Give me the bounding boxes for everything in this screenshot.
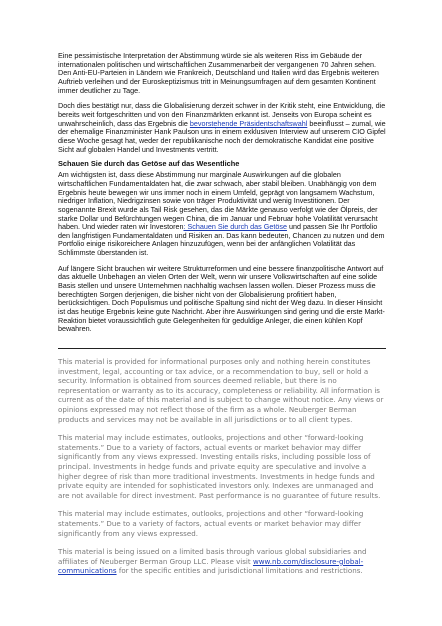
document-page xyxy=(58,52,386,585)
paragraph-globalization xyxy=(58,102,386,154)
paragraph-intro-text: Eine pessimistische Interpretation der Abstimmung würde sie als weiteren Riss im Gebäude der internationalen politischen und wirtschaftlichen Zusammenarbeit der vergangenen 70 Jahren sehen. Den Anti-EU-Parteien in Ländern wie Frankreich, Deutschland und Italien wird das Ergebnis weiteren Auftrieb verleihen und der Euroskeptizismus tritt in Meinungsumfragen auf dem gesamten Kontinent immer deutlicher zu Tage. xyxy=(58,51,379,95)
disclaimer-issuance-text-b: for the specific entities and jurisdictional limitations and restrictions. xyxy=(116,566,363,576)
paragraph-fundamentals-text-a: Am wichtigsten ist, dass diese Abstimmung nur marginale Auswirkungen auf die globalen wirtschaftlichen Fundamentaldaten hat, die zwar schwach, aber stabil bleiben. Unabhängig von dem Ergebnis heute bewegen wir uns immer noch in einem Umfeld, geprägt von langsamem Wachstum, niedriger Inflation, Niedrigzinsen sowie von träger Produktivität und wenig Investitionen. Der sogenannte Brexit wurde als Tail Risk gesehen, das die Märkte genauso verfolgt wie der Ölpreis, der starke Dollar und Befürchtungen wegen China, die im Januar und Februar hohe Volatilität verursacht haben. Und wieder raten wir Investoren xyxy=(58,170,378,232)
divider xyxy=(58,348,386,349)
look-through-noise-link[interactable]: : Schauen Sie durch das Getöse xyxy=(183,222,287,232)
paragraph-intro xyxy=(58,52,386,95)
section-heading: Schauen Sie durch das Getöse auf das Wesentliche xyxy=(58,159,240,169)
paragraph-outlook-text: Auf längere Sicht brauchen wir weitere Strukturreformen und eine bessere finanzpolitische Antwort auf das aktuelle Unbehagen an vielen Orten der Welt, wenn wir unsere Volkswirtschaften auf eine solide Basis stellen und unsere Unternehmen nachhaltig wachsen lassen wollen. Dieser Prozess muss die berechtigten Sorgen derjenigen, die bisher nicht von der Globalisierung profitiert haben, berücksichtigen. Doch Populismus und politische Spaltung sind nicht der Weg dazu. In dieser Hinsicht ist das heutige Ergebnis keine gute Nachricht. Aber ihre Auswirkungen sind gering und die erste Markt-Reaktion bietet voraussichtlich gute Gelegenheiten für geduldige Anleger, die einen kühlen Kopf bewahren. xyxy=(58,263,385,334)
disclaimer-forward-looking-risks: This material may include estimates, outlooks, projections and other “forward-looking statements.” Due to a variety of factors, actual events or market behavior may differ significantly from any views expressed. Investing entails risks, including possible loss of principal. Investments in hedge funds and private equity are speculative and involve a higher degree of risk than more traditional investments. Investments in hedge funds and private equity are intended for sophisticated investors only. Indexes are unmanaged and are not available for direct investment. Past performance is no guarantee of future results. xyxy=(58,433,381,500)
paragraph-outlook xyxy=(58,265,386,334)
election-link[interactable]: bevorstehende Präsidentschaftswahl xyxy=(189,118,308,128)
disclaimer-issuance xyxy=(58,547,386,576)
disclaimer-informational: This material is provided for informational purposes only and nothing herein constitutes investment, legal, accounting or tax advice, or a recommendation to buy, sell or hold a security. Information is obtained from sources deemed reliable, but there is no representation or warranty as to its accuracy, completeness or reliability. All information is current as of the date of this material and is subject to change without notice. Any views or opinions expressed may not reflect those of the firm as a whole. Neuberger Berman products and services may not be available in all jurisdictions or to all client types. xyxy=(58,357,384,424)
disclaimer-forward-looking: This material may include estimates, outlooks, projections and other “forward-looking statements.” Due to a variety of factors, actual events or market behavior may differ significantly from any views expressed. xyxy=(58,509,364,538)
disclaimer-issuance-text-a: This material is being issued on a limited basis through various global subsidiaries and affiliates of Neuberger Berman Group LLC. Please visit xyxy=(58,547,367,566)
paragraph-fundamentals xyxy=(58,171,386,258)
paragraph-globalization-text-a: Doch dies bestätigt nur, dass die Globalisierung derzeit schwer in der Kritik steht, eine Entwicklung, die bereits weit fortgeschritten und von den Finanzmärkten erkannt ist. Jenseits von Europa scheint es unwahrscheinlich, dass das Ergebnis die xyxy=(58,101,386,128)
paragraph-fundamentals-text-b: und passen Sie Ihr Portfolio den langfristigen Fundamentaldaten und Risiken an. Das kann bedeuten, Chancen zu nutzen und dem Portfolio einige risikoreichere Anlagen hinzuzufügen, wenn bei der anfänglichen Volatilität das Schlimmste überstanden ist. xyxy=(58,222,385,258)
disclosure-link[interactable]: www.nb.com/disclosure-global-communications xyxy=(58,556,364,576)
paragraph-globalization-text-b: beeinflusst – zumal, wie der ehemalige Finanzminister Hank Paulson uns in einem exklusiven Interview auf unserem CIO Gipfel diese Woche gesagt hat, weder der republikanische noch der demokratische Kandidat eine positive Sicht auf globalen Handel und Investments vertritt. xyxy=(58,118,386,154)
